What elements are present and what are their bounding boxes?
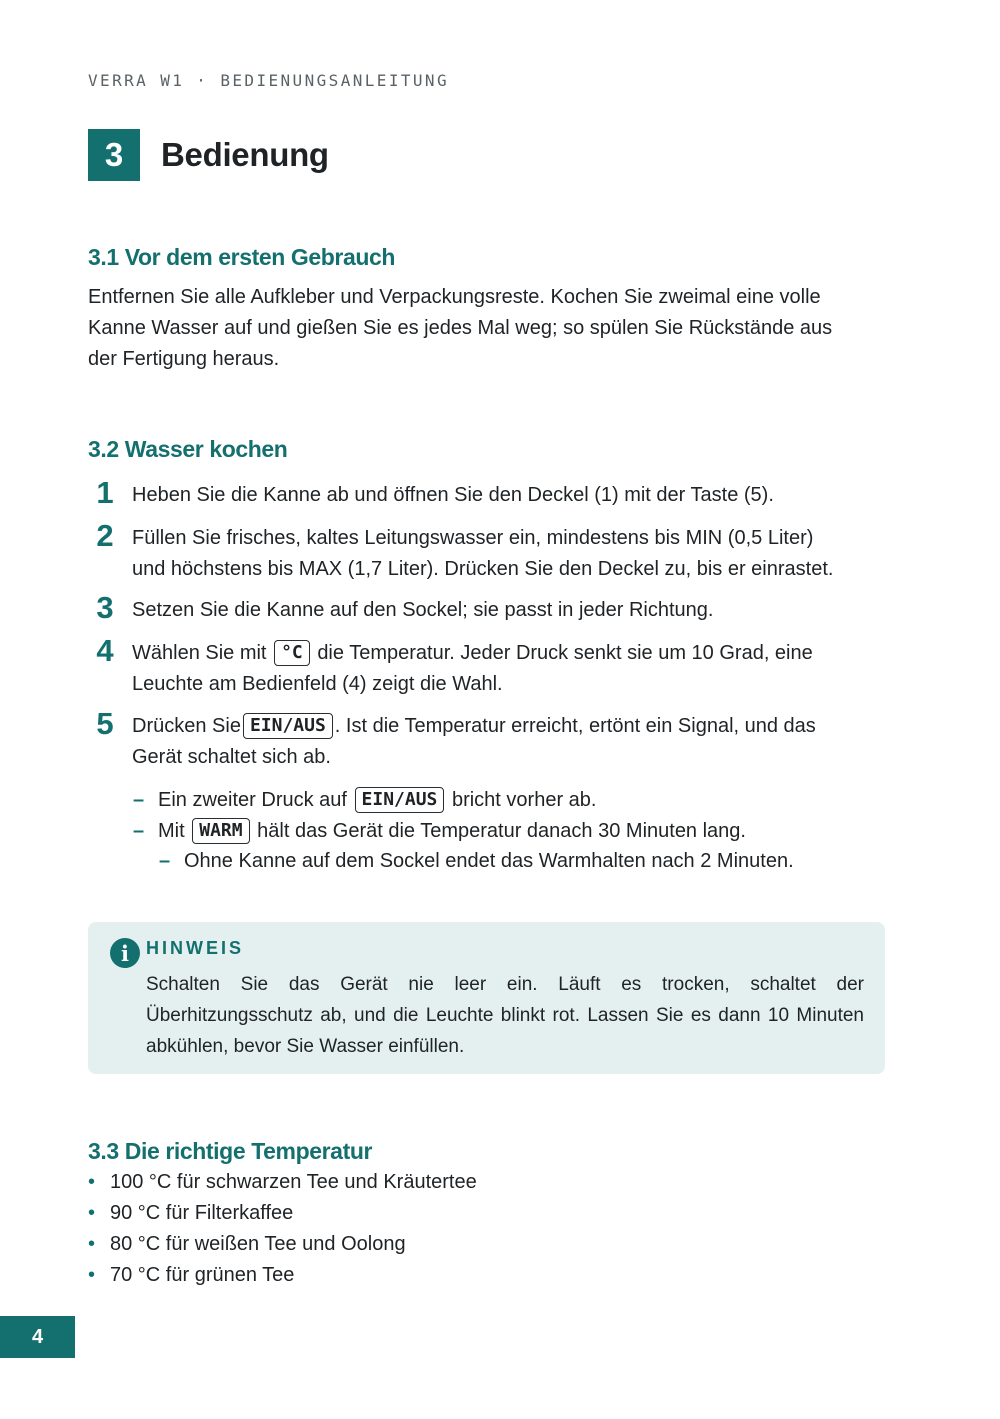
sub-text-pre: Ein zweiter Druck auf <box>158 789 347 811</box>
step-line: und höchstens bis MAX (1,7 Liter). Drücken Sie den Deckel zu, bis er einrastet. <box>132 558 834 580</box>
step-text-post: die Temperatur. Jeder Druck senkt sie um 10 Grad, eine <box>317 642 813 664</box>
bullet-marker: • <box>88 1233 96 1255</box>
page-number: 4 <box>0 1316 75 1358</box>
sub-list-item <box>133 816 833 847</box>
dash-marker: – <box>159 850 171 872</box>
step-line: Setzen Sie die Kanne auf den Sockel; sie passt in jeder Richtung. <box>132 599 714 621</box>
step-number: 1 <box>96 475 114 510</box>
step-text <box>132 480 888 511</box>
step-line: Heben Sie die Kanne ab und öffnen Sie den Deckel (1) mit der Taste (5). <box>132 484 774 506</box>
bullet-marker: • <box>88 1171 96 1193</box>
list-item <box>88 1260 477 1291</box>
step-line <box>132 638 888 669</box>
sub-item-text: Ohne Kanne auf dem Sockel endet das Warmhalten nach 2 Minuten. <box>184 850 794 872</box>
paragraph-line: Entfernen Sie alle Aufkleber und Verpackungsreste. Kochen Sie zweimal eine volle <box>88 286 821 308</box>
chapter-heading <box>88 129 329 181</box>
list-item-text: 90 °C für Filterkaffee <box>110 1202 294 1224</box>
temperature-list <box>88 1167 477 1291</box>
power-key: EIN/AUS <box>355 787 445 813</box>
power-key: EIN/AUS <box>243 713 333 739</box>
step-line: Leuchte am Bedienfeld (4) zeigt die Wahl. <box>132 673 503 695</box>
section-heading-3-1: 3.1 Vor dem ersten Gebrauch <box>88 244 396 270</box>
section-3-1-paragraph <box>88 282 888 375</box>
step-number: 2 <box>96 518 114 553</box>
sub-sub-list-item <box>159 846 859 877</box>
step-text-pre: Wählen Sie mit <box>132 642 267 664</box>
step-text <box>132 523 888 585</box>
note-box <box>88 922 885 1074</box>
note-title: HINWEIS <box>146 938 245 958</box>
step-text-pre: Drücken Sie <box>132 715 241 737</box>
step-text <box>132 638 888 700</box>
bullet-marker: • <box>88 1202 96 1224</box>
section-heading-3-2: 3.2 Wasser kochen <box>88 436 288 462</box>
list-item <box>88 1167 477 1198</box>
list-item-text: 80 °C für weißen Tee und Oolong <box>110 1233 406 1255</box>
step-number: 5 <box>96 706 114 741</box>
chapter-title: Bedienung <box>161 136 329 173</box>
list-item-text: 70 °C für grünen Tee <box>110 1264 295 1286</box>
step-text <box>132 595 888 626</box>
list-item <box>88 1198 477 1229</box>
step-line <box>132 711 888 742</box>
list-item-text: 100 °C für schwarzen Tee und Kräutertee <box>110 1171 477 1193</box>
sub-item-text <box>158 816 746 847</box>
running-head: VERRA W1 · BEDIENUNGSANLEITUNG <box>88 71 449 90</box>
step-number: 3 <box>96 590 114 625</box>
sub-text-pre: Mit <box>158 820 185 842</box>
section-heading-3-3: 3.3 Die richtige Temperatur <box>88 1138 373 1164</box>
bullet-marker: • <box>88 1264 96 1286</box>
note-text: Schalten Sie das Gerät nie leer ein. Läuft es trocken, schaltet der Überhitzungsschutz ab, und die Leuchte blinkt rot. Lassen Sie es dann 10 Minuten abkühlen, bevor Sie Wasser einfüllen. <box>146 974 864 1057</box>
sub-text-post: hält das Gerät die Temperatur danach 30 Minuten lang. <box>257 820 746 842</box>
sub-item-text <box>158 785 596 816</box>
step-line: Gerät schaltet sich ab. <box>132 746 331 768</box>
paragraph-line: Kanne Wasser auf und gießen Sie es jedes Mal weg; so spülen Sie Rückstände aus <box>88 317 833 339</box>
paragraph-line: der Fertigung heraus. <box>88 348 280 370</box>
info-icon: i <box>110 938 140 968</box>
dash-marker: – <box>133 789 145 811</box>
step-text-post: . Ist die Temperatur erreicht, ertönt ein Signal, und das <box>334 715 816 737</box>
sub-list-item <box>133 785 833 816</box>
chapter-number: 3 <box>88 129 140 181</box>
step-text <box>132 711 888 773</box>
warm-key: WARM <box>192 818 249 844</box>
dash-marker: – <box>133 820 145 842</box>
sub-text-post: bricht vorher ab. <box>451 789 597 811</box>
list-item <box>88 1229 477 1260</box>
step-line: Füllen Sie frisches, kaltes Leitungswasser ein, mindestens bis MIN (0,5 Liter) <box>132 527 814 549</box>
temperature-key: °C <box>274 640 310 666</box>
step-number: 4 <box>96 633 114 668</box>
